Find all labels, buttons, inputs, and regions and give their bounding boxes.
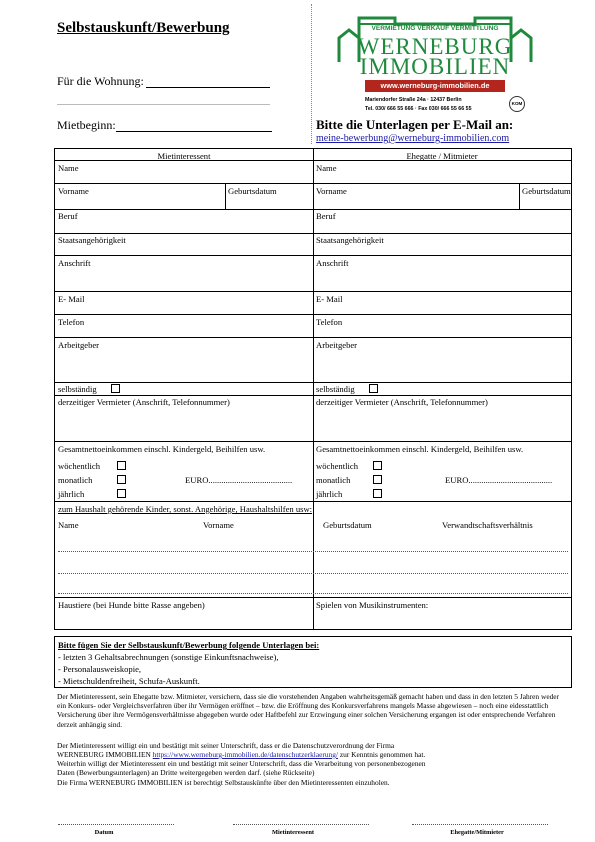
- column-divider: [313, 149, 314, 597]
- household-col-verwandtschaft: Verwandtschaftsverhältnis: [442, 520, 533, 530]
- document-item: - Mietschuldenfreiheit, Schufa-Auskunft.: [58, 676, 200, 686]
- contact-email-link[interactable]: meine-bewerbung@werneburg-immobilien.com: [316, 133, 510, 144]
- row-line: [55, 395, 571, 396]
- row-line: [55, 337, 571, 338]
- jaehrlich-checkbox-right[interactable]: [373, 489, 382, 498]
- row-line: [55, 382, 571, 383]
- geburtsdatum-label-left: Geburtsdatum: [228, 186, 277, 196]
- monatlich-checkbox-left[interactable]: [117, 475, 126, 484]
- musik-label: Spielen von Musikinstrumenten:: [316, 600, 429, 610]
- column-divider-bottom: [313, 597, 314, 630]
- anschrift-label-left: Anschrift: [58, 258, 91, 268]
- einkommen-label-left: Gesamtnettoeinkommen einschl. Kindergeld, Beihilfen usw.: [58, 444, 266, 454]
- geburtsdatum-divider-left: [225, 183, 226, 209]
- monatlich-label-left: monatlich: [58, 475, 93, 485]
- row-line: [55, 183, 571, 184]
- selbstaendig-checkbox-right[interactable]: [369, 384, 378, 393]
- legal-paragraph-2b: [57, 750, 569, 759]
- woechentlich-label-right: wöchentlich: [316, 461, 358, 471]
- legal-kenntnis: zur Kenntnis genommen hat.: [338, 750, 426, 759]
- geburtsdatum-label-right: Geburtsdatum: [522, 186, 571, 196]
- document-item: - letzten 3 Gehaltsabrechnungen (sonstige Einkunftsnachweise),: [58, 652, 279, 662]
- column-header-left: Mietinteressent: [157, 151, 211, 161]
- company-logo: [335, 10, 535, 120]
- datum-label: Datum: [94, 829, 114, 836]
- header-divider: [311, 4, 312, 144]
- household-row-line[interactable]: [58, 573, 568, 574]
- contact-heading: Bitte die Unterlagen per E-Mail an:: [316, 117, 514, 132]
- anschrift-label-right: Anschrift: [316, 258, 349, 268]
- monatlich-checkbox-right[interactable]: [373, 475, 382, 484]
- mietbeginn-field[interactable]: [116, 131, 272, 132]
- row-line: [55, 501, 571, 502]
- wohnung-label: Für die Wohnung:: [57, 74, 144, 88]
- selbstaendig-label-right: selbständig: [316, 384, 355, 394]
- logo-tagline: VERMIETUNG VERKAUF VERMITTLUNG: [371, 25, 499, 32]
- row-line: [55, 314, 571, 315]
- legal-paragraph-2d: Daten (Bewerbungsunterlagen) an Dritte weitergegeben werden darf. (siehe Rückseite): [57, 768, 315, 777]
- wohnung-field[interactable]: [146, 87, 270, 88]
- ehegatte-label: Ehegatte/Mitmieter: [450, 829, 504, 836]
- woechentlich-label-left: wöchentlich: [58, 461, 100, 471]
- datenschutz-link[interactable]: https://www.werneburg-immobilien.de/datenschutzerklaerung/: [152, 750, 339, 759]
- column-header-right: Ehegatte / Mitmieter: [406, 151, 478, 161]
- telefon-label-left: Telefon: [58, 317, 85, 327]
- row-line: [55, 233, 571, 234]
- ehegatte-signature-line[interactable]: [412, 824, 548, 825]
- logo-phone: Tel. 030/ 666 55 666 · Fax 030/ 666 55 66 55: [365, 106, 472, 112]
- kom-badge: KOM: [509, 96, 525, 112]
- logo-name-line1: WERNEBURG: [357, 34, 513, 59]
- haushalt-heading: zum Haushalt gehörende Kinder, sonst. Angehörige, Haushaltshilfen usw:: [58, 504, 313, 514]
- documents-box: [54, 636, 572, 688]
- household-col-vorname: Vorname: [203, 520, 234, 530]
- name-label-left: Name: [58, 163, 79, 173]
- vermieter-label-left: derzeitiger Vermieter (Anschrift, Telefonnummer): [58, 397, 230, 407]
- arbeitgeber-label-right: Arbeitgeber: [316, 340, 358, 350]
- woechentlich-checkbox-right[interactable]: [373, 461, 382, 470]
- vorname-label-left: Vorname: [58, 186, 89, 196]
- logo-address: Mariendorfer Straße 24a · 12437 Berlin: [365, 97, 462, 103]
- household-row-line[interactable]: [58, 551, 568, 552]
- beruf-label-left: Beruf: [58, 211, 78, 221]
- legal-company-name: WERNEBURG IMMOBILIEN: [57, 750, 153, 759]
- geburtsdatum-divider-right: [519, 183, 520, 209]
- arbeitgeber-label-left: Arbeitgeber: [58, 340, 100, 350]
- einkommen-label-right: Gesamtnettoeinkommen einschl. Kindergeld, Beihilfen usw.: [316, 444, 524, 454]
- household-col-name: Name: [58, 520, 79, 530]
- vermieter-label-right: derzeitiger Vermieter (Anschrift, Telefonnummer): [316, 397, 488, 407]
- haustiere-label: Haustiere (bei Hunde bitte Rasse angeben): [58, 600, 205, 610]
- staatsangehoerigkeit-label-left: Staatsangehörigkeit: [58, 235, 126, 245]
- selbstaendig-label-left: selbständig: [58, 384, 97, 394]
- mietinteressent-label: Mietinteressent: [271, 829, 315, 836]
- row-line: [55, 291, 571, 292]
- email-label-right: E- Mail: [316, 294, 343, 304]
- mietbeginn-label: Mietbeginn:: [57, 118, 116, 132]
- household-row-line[interactable]: [58, 593, 568, 594]
- selbstaendig-checkbox-left[interactable]: [111, 384, 120, 393]
- row-line: [55, 441, 571, 442]
- wohnung-field-line2[interactable]: [57, 104, 270, 105]
- jaehrlich-checkbox-left[interactable]: [117, 489, 126, 498]
- household-col-geburtsdatum: Geburtsdatum: [323, 520, 372, 530]
- email-label-left: E- Mail: [58, 294, 85, 304]
- legal-paragraph-2c: Weiterhin willigt der Mietinteressent ein und bestätigt mit seiner Unterschrift, dass die Verarbeitung von personenbezogenen: [57, 759, 426, 768]
- vorname-label-right: Vorname: [316, 186, 347, 196]
- logo-name-line2: IMMOBILIEN: [359, 54, 511, 79]
- row-line: [55, 209, 571, 210]
- page-title: Selbstauskunft/Bewerbung: [57, 20, 230, 36]
- staatsangehoerigkeit-label-right: Staatsangehörigkeit: [316, 235, 384, 245]
- telefon-label-right: Telefon: [316, 317, 343, 327]
- name-label-right: Name: [316, 163, 337, 173]
- euro-field-left[interactable]: EURO.......................................: [185, 475, 293, 485]
- woechentlich-checkbox-left[interactable]: [117, 461, 126, 470]
- jaehrlich-label-left: jährlich: [58, 489, 85, 499]
- document-item: - Personalausweiskopie,: [58, 664, 142, 674]
- legal-paragraph-2a: Der Mietinteressent willigt ein und bestätigt mit seiner Unterschrift, dass er die Datenschutzverordnung der Firma: [57, 741, 395, 750]
- logo-website: www.werneburg-immobilien.de: [365, 80, 505, 92]
- euro-field-right[interactable]: EURO.......................................: [445, 475, 553, 485]
- monatlich-label-right: monatlich: [316, 475, 351, 485]
- beruf-label-right: Beruf: [316, 211, 336, 221]
- documents-heading: Bitte fügen Sie der Selbstauskunft/Bewerbung folgende Unterlagen bei:: [58, 640, 320, 650]
- jaehrlich-label-right: jährlich: [316, 489, 343, 499]
- application-form: [54, 148, 572, 630]
- row-line: [55, 255, 571, 256]
- legal-paragraph-2e: Die Firma WERNEBURG IMMOBILIEN ist berechtigt Selbstauskünfte über den Mietinteressenten einzuholen.: [57, 778, 390, 787]
- legal-paragraph-1: Der Mietinteressent, sein Ehegatte bzw. Mitmieter, versichern, dass sie die vorstehenden Angaben wahrheitsgemäß gemacht haben und dass in den letzten 5 Jahren weder ein Konkurs- oder Vergleichsverfahren über ihr Vermögen eröffnet – bzw. die Eröffnung des Konkursverfahrens mangels Masse abgewiesen – noch eine eidesstattlich Versicherung über ihre Vermögensverhältnisse abgegeben wurde oder Haftbefehl zur Erzwingung einer solchen Versicherung ergangen ist oder entsprechende Verfahren derzeit anhängig sind.: [57, 692, 560, 729]
- datum-signature-line[interactable]: [58, 824, 174, 825]
- mietinteressent-signature-line[interactable]: [233, 824, 369, 825]
